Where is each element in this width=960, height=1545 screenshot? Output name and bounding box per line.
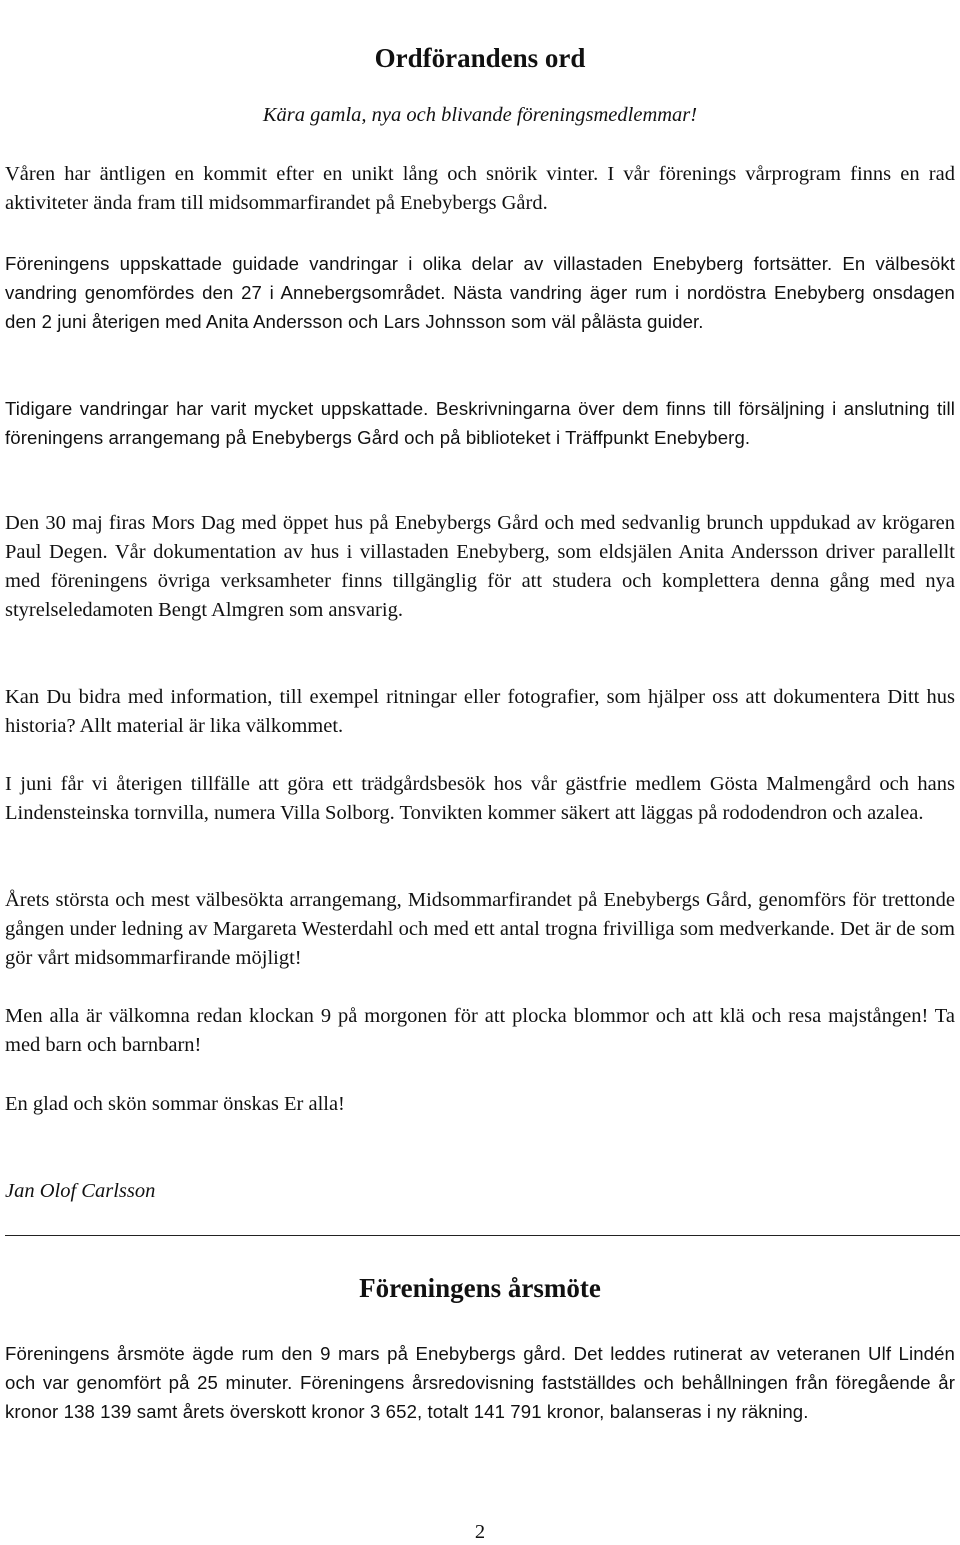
paragraph-annual-meeting: Föreningens årsmöte ägde rum den 9 mars på Enebybergs gård. Det leddes rutinerat av veteranen Ulf Lindén och var genomfört på 25 minuter. Föreningens årsredovisning fastställdes och behållningen från föregående år kronor 138 139 samt årets överskott kronor 3 652, totalt 141 791 kronor, balanseras i ny räkning.: [5, 1343, 955, 1422]
greeting: Kära gamla, nya och blivande föreningsmedlemmar!: [262, 104, 698, 126]
section-divider: [5, 1235, 960, 1236]
paragraph-spring: Våren har äntligen en kommit efter en unikt lång och snörik vinter. I vår förenings vårprogram finns en rad aktiviteter ända fram till midsommarfirandet på Enebybergs Gård.: [5, 163, 955, 214]
section-title-arsmote: Föreningens årsmöte: [359, 1273, 601, 1303]
paragraph-walk-descriptions: Tidigare vandringar har varit mycket uppskattade. Beskrivningarna över dem finns till försäljning i anslutning till föreningens arrangemang på Enebybergs Gård och på biblioteket i Träffpunkt Enebyberg.: [5, 398, 955, 448]
paragraph-summer-wish: En glad och skön sommar önskas Er alla!: [5, 1093, 345, 1115]
paragraph-house-history: Kan Du bidra med information, till exempel ritningar eller fotografier, som hjälper oss att dokumentera Ditt hus historia? Allt material är lika välkommet.: [5, 686, 955, 737]
paragraph-walks: Föreningens uppskattade guidade vandringar i olika delar av villastaden Enebyberg fortsätter. En välbesökt vandring genomfördes den 27 i Annebergsområdet. Nästa vandring äger rum i nordöstra Enebyberg onsdagen den 2 juni återigen med Anita Andersson och Lars Johnsson som väl pålästa guider.: [5, 253, 955, 332]
paragraph-maypole: Men alla är välkomna redan klockan 9 på morgonen för att plocka blommor och att klä och resa majstången! Ta med barn och barnbarn!: [5, 1005, 955, 1056]
section-title-ordforandens-ord: Ordförandens ord: [374, 43, 586, 73]
signature: Jan Olof Carlsson: [5, 1180, 156, 1202]
paragraph-mothers-day: Den 30 maj firas Mors Dag med öppet hus på Enebybergs Gård och med sedvanlig brunch uppdukad av krögaren Paul Degen. Vår dokumentation av hus i villastaden Enebyberg, som eldsjälen Anita Andersson driver parallellt med föreningens övriga verksamheter finns tillgänglig för att studera och komplettera denna gång med nya styrelseledamoten Bengt Almgren som ansvarig.: [5, 512, 955, 621]
paragraph-midsummer: Årets största och mest välbesökta arrangemang, Midsommarfirandet på Enebybergs Gård, genomförs för trettonde gången under ledning av Margareta Westerdahl och med ett antal trogna frivilliga som medverkande. Det är de som gör vårt midsommarfirande möjligt!: [5, 889, 955, 969]
paragraph-garden-visit: I juni får vi återigen tillfälle att göra ett trädgårdsbesök hos vår gästfrie medlem Gösta Malmengård och hans Lindensteinska tornvilla, numera Villa Solborg. Tonvikten kommer säkert att läggas på rododendron och azalea.: [5, 773, 955, 824]
page-number: 2: [474, 1521, 486, 1543]
